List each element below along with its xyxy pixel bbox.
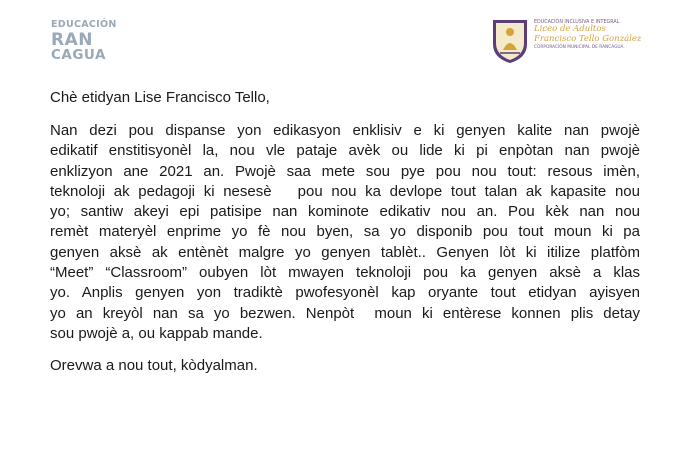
letter-body-line: remèt materyèl enprime yo fè nou byen, sa yo disponib pou tout moun ki pa — [50, 223, 640, 241]
logo-line-1: EDUCACIÓN — [51, 19, 117, 30]
letter-closing: Orevwa a nou tout, kòdyalman. — [50, 357, 258, 375]
logo-line-2: RAN — [51, 29, 93, 50]
letter-body-line: teknoloji ak pedagoji ki nesesè pou nou ka devlope tout talan ak kapasite nou — [50, 182, 640, 200]
logo-corporation: CORPORACIÓN MUNICIPAL DE RANCAGUA — [534, 45, 624, 50]
letter-body-line: Nan dezi pou dispanse yon edikasyon enklisiv e ki genyen kalite nan pwojè — [50, 122, 640, 139]
logo-tagline: EDUCACIÓN INCLUSIVA E INTEGRAL — [534, 20, 620, 25]
letter-body-line: enklizyon ane 2021 an. Pwojè saa mete sou pye pou nou tout: resous imèn, — [50, 162, 640, 180]
logo-name-2: Francisco Tello González — [534, 33, 642, 44]
letter-content — [50, 88, 640, 376]
letter-body — [50, 121, 640, 344]
liceo-crest-icon — [490, 16, 530, 64]
letter-body-line: yo an kreyòl nan sa yo bezwen. Nenpòt moun ki entèrese konnen plis detay — [50, 304, 640, 322]
liceo-logo — [490, 16, 650, 66]
education-rancagua-logo — [51, 20, 117, 62]
letter-body-line: “Meet” “Classroom” oubyen lòt mwayen teknoloji pou ka genyen aksè a klas — [50, 264, 640, 282]
letter-salutation: Chè etidyan Lise Francisco Tello, — [50, 89, 270, 106]
logo-name-1: Liceo de Adultos — [534, 24, 606, 34]
letter-body-line: edikatif enstitisyonèl la, nou vle pataje avèk ou lide ki pi enpòtan nan pwojè — [50, 142, 640, 160]
letter-body-line: genyen aksè ak entènèt malgre yo genyen tablèt.. Genyen lòt ki itilize platfòm — [50, 243, 640, 261]
letter-body-line: yo. Anplis genyen yon tradiktè pwofesyonèl kap oryante tout etidyan ayisyen — [50, 284, 640, 302]
letter-body-line: yo; santiw akeyi epi patisipe nan kominote edikativ nou an. Pou kèk nan nou — [50, 203, 640, 221]
logo-line-3: CAGUA — [51, 46, 106, 63]
letter-body-line: sou pwojè a, ou kappab mande. — [50, 324, 263, 342]
